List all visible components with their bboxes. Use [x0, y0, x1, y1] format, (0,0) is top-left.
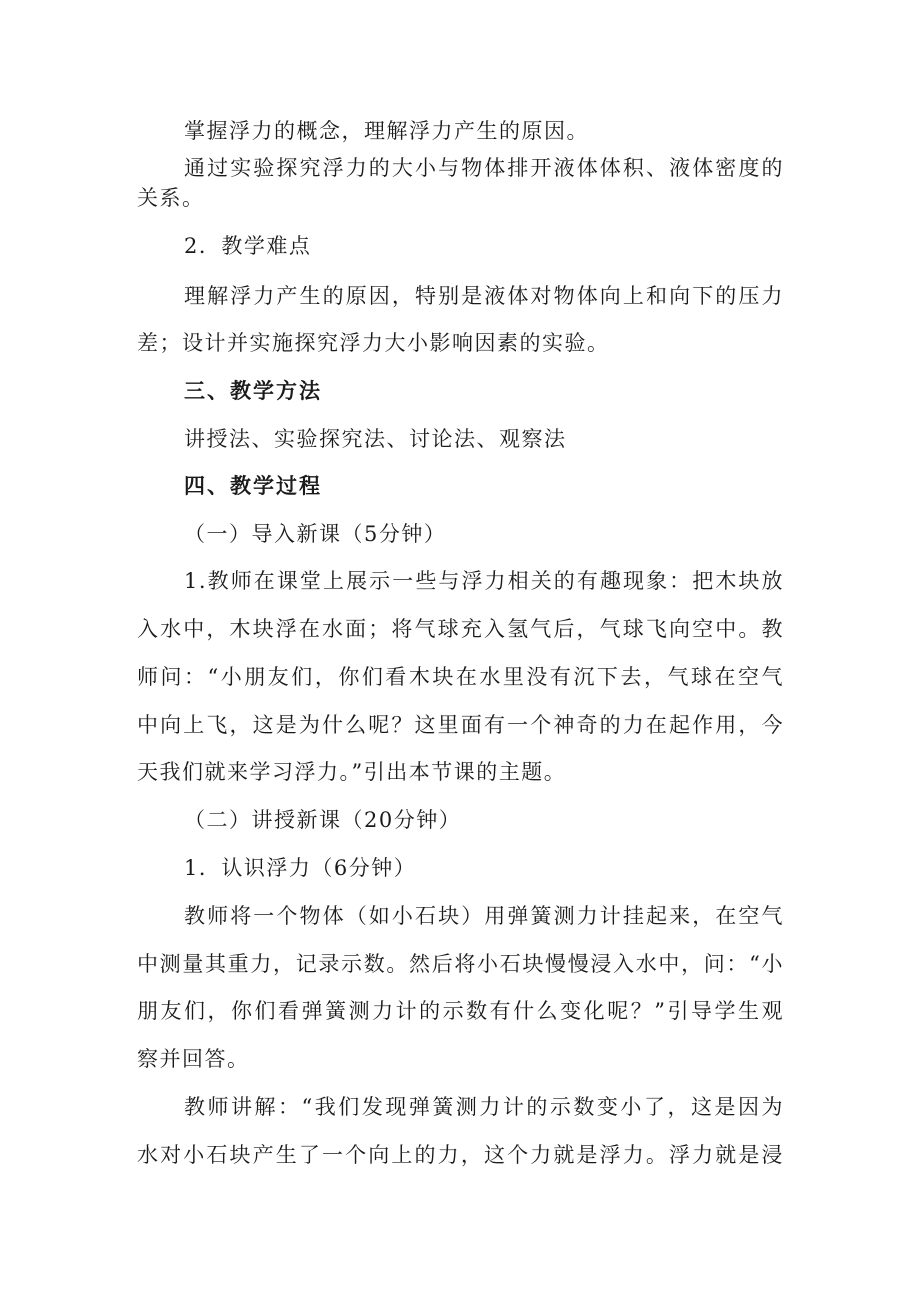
- section-heading-process: 四、教学过程: [184, 474, 322, 498]
- subsection-intro: （一）导入新课（5分钟）: [184, 522, 447, 546]
- explain-line-1: 教师讲解：“我们发现弹簧测力计的示数变小了，这是因为: [184, 1095, 784, 1119]
- key-point-line-1: 掌握浮力的概念，理解浮力产生的原因。: [184, 119, 589, 143]
- difficulty-line-1: 理解浮力产生的原因，特别是液体对物体向上和向下的压力: [184, 284, 784, 308]
- section-heading-difficulty: 2．教学难点: [184, 234, 312, 258]
- know-line-4: 察并回答。: [137, 1047, 250, 1071]
- intro-line-2: 入水中，木块浮在水面；将气球充入氢气后，气球飞向空中。教: [137, 617, 784, 641]
- section-heading-methods: 三、教学方法: [184, 379, 322, 403]
- know-line-1: 教师将一个物体（如小石块）用弹簧测力计挂起来，在空气: [184, 904, 784, 928]
- intro-line-5: 天我们就来学习浮力。”引出本节课的主题。: [137, 760, 567, 784]
- subsection-new-lesson: （二）讲授新课（20分钟）: [184, 808, 462, 832]
- explain-line-2: 水对小石块产生了一个向上的力，这个力就是浮力。浮力就是浸: [137, 1143, 784, 1167]
- methods-line: 讲授法、实验探究法、讨论法、观察法: [184, 427, 567, 451]
- know-line-2: 中测量其重力，记录示数。然后将小石块慢慢浸入水中，问：“小: [137, 952, 784, 976]
- key-point-line-2-cont: 关系。: [137, 186, 205, 210]
- key-point-line-2: 通过实验探究浮力的大小与物体排开液体体积、液体密度的: [184, 156, 784, 180]
- intro-line-4: 中向上飞，这是为什么呢？这里面有一个神奇的力在起作用，今: [137, 713, 784, 737]
- difficulty-line-2: 差；设计并实施探究浮力大小影响因素的实验。: [137, 331, 610, 355]
- intro-line-3: 师问：“小朋友们，你们看木块在水里没有沉下去，气球在空气: [137, 665, 784, 689]
- item-know-buoyancy: 1．认识浮力（6分钟）: [184, 856, 417, 880]
- intro-line-1: 1.教师在课堂上展示一些与浮力相关的有趣现象：把木块放: [184, 569, 784, 593]
- know-line-3: 朋友们，你们看弹簧测力计的示数有什么变化呢？”引导学生观: [137, 999, 784, 1023]
